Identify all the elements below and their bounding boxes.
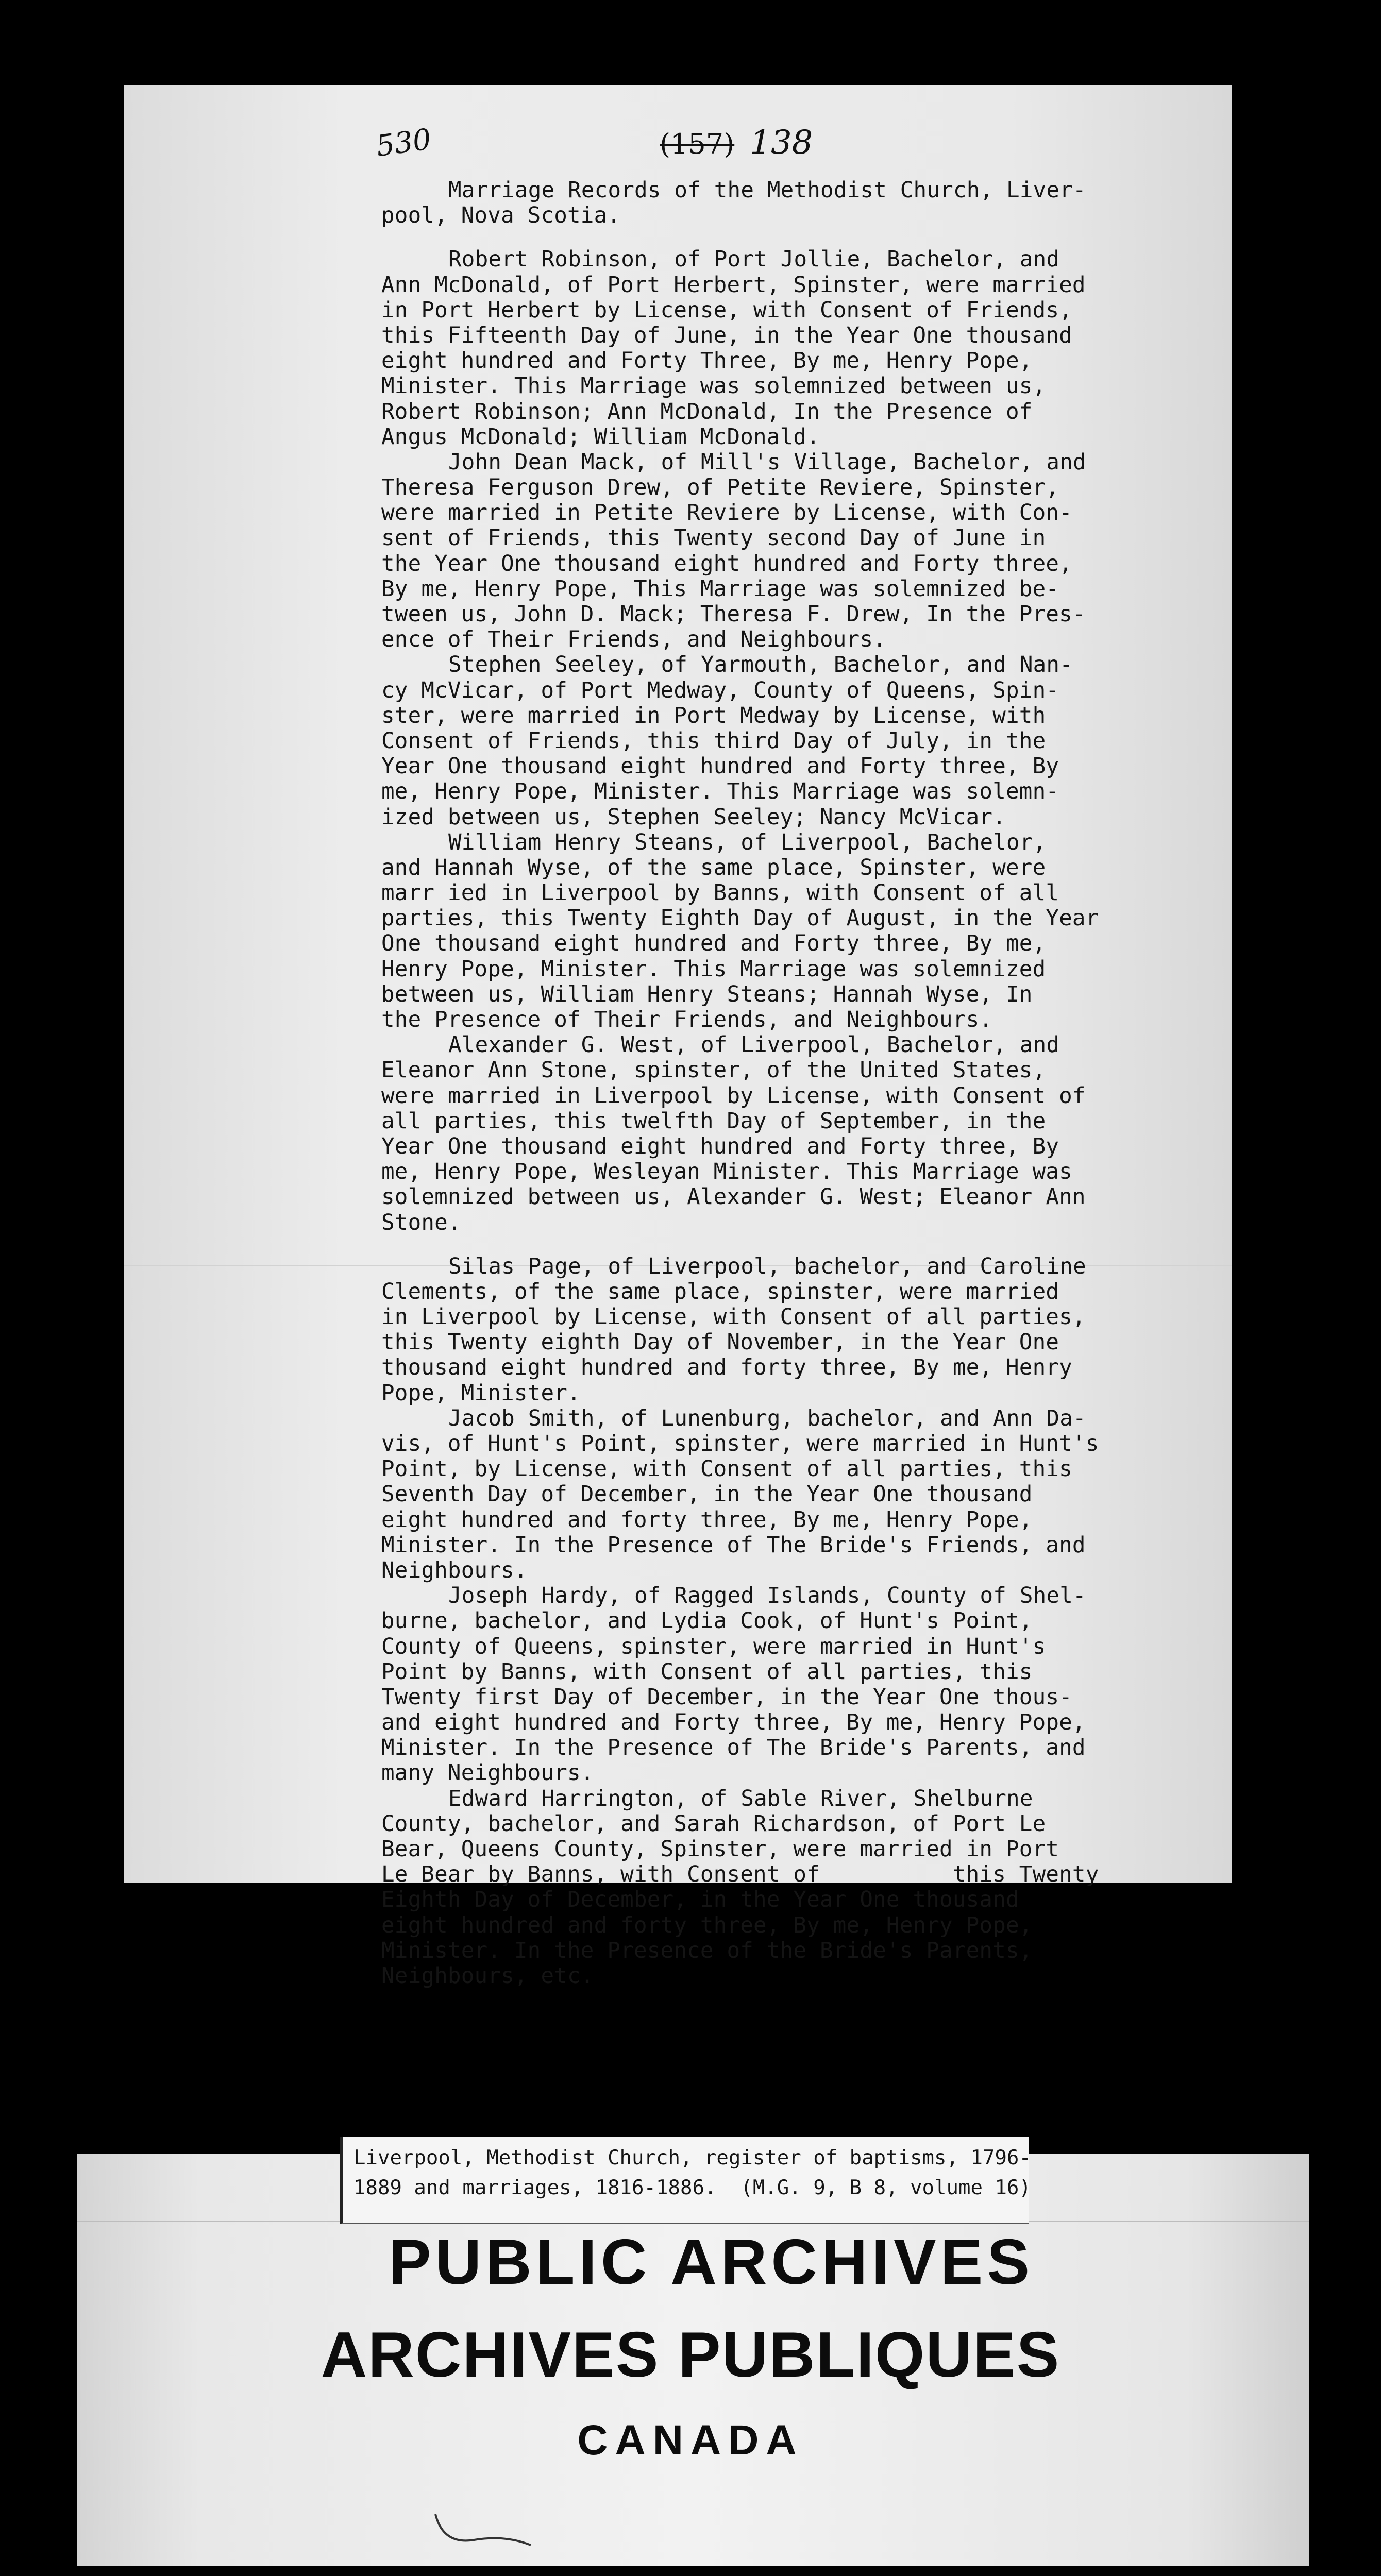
- record-line-text: and eight hundred and Forty three, By me, Henry Pope,: [381, 1710, 1086, 1736]
- record-line: [381, 880, 1288, 906]
- record-line: [381, 577, 1288, 602]
- archive-title-english: PUBLIC ARCHIVES: [388, 2227, 1034, 2298]
- record-line-text: Year One thousand eight hundred and Forty three, By: [381, 1133, 1059, 1159]
- record-line: [381, 754, 1288, 779]
- record-line-text: Twenty first Day of December, in the Year One thous-: [381, 1684, 1072, 1710]
- record-line: [381, 298, 1288, 323]
- record-line-text: By me, Henry Pope, This Marriage was solemnized be-: [381, 576, 1059, 602]
- record-line: [381, 475, 1288, 500]
- card-reference-label: [340, 2137, 1029, 2224]
- archive-title-french: ARCHIVES PUBLIQUES: [321, 2319, 1060, 2391]
- record-line-text: parties, this Twenty Eighth Day of August, in the Year: [381, 906, 1099, 931]
- record-line-text: Stone.: [381, 1210, 461, 1235]
- page-number: [660, 124, 813, 162]
- record-line: [381, 178, 1288, 203]
- record-line-text: Eighth Day of December, in the Year One thousand: [381, 1887, 1019, 1913]
- record-line-text: Edward Harrington, of Sable River, Shelburne: [448, 1786, 1033, 1811]
- record-line-text: pool, Nova Scotia.: [381, 203, 621, 229]
- card-reference-text: [353, 2143, 1031, 2203]
- record-line-text: Consent of Friends, this third Day of July, in the: [381, 728, 1046, 754]
- record-line: [381, 1406, 1288, 1431]
- record-line: [381, 1007, 1288, 1032]
- record-line-text: Stephen Seeley, of Yarmouth, Bachelor, and Nan-: [448, 652, 1073, 678]
- record-line: [381, 703, 1288, 728]
- record-line-text: eight hundred and forty three, By me, Henry Pope,: [381, 1912, 1033, 1938]
- record-line: [381, 1184, 1288, 1210]
- record-line: [381, 374, 1288, 399]
- record-line-text: Marriage Records of the Methodist Church, Liver-: [448, 178, 1086, 203]
- card-label-line-1: Liverpool, Methodist Church, register of baptisms, 1796-: [353, 2146, 1031, 2170]
- record-line-text: in Port Herbert by License, with Consent of Friends,: [381, 297, 1072, 323]
- record-line: [381, 678, 1288, 703]
- record-line: [381, 1507, 1288, 1533]
- record-line-text: One thousand eight hundred and Forty three, By me,: [381, 931, 1046, 957]
- record-line: [381, 1685, 1288, 1710]
- record-line: [381, 931, 1288, 956]
- record-line: [381, 551, 1288, 577]
- paragraph-gap: [381, 1235, 1288, 1254]
- record-line-text: Seventh Day of December, in the Year One thousand: [381, 1482, 1033, 1507]
- record-line-text: Jacob Smith, of Lunenburg, bachelor, and Ann Da-: [448, 1405, 1086, 1431]
- record-line-text: were married in Liverpool by License, with Consent of: [381, 1083, 1086, 1109]
- record-line: [381, 1109, 1288, 1134]
- record-line-text: tween us, John D. Mack; Theresa F. Drew, In the Pres-: [381, 602, 1086, 627]
- record-line-text: cy McVicar, of Port Medway, County of Queens, Spin-: [381, 677, 1059, 703]
- record-line: [381, 805, 1288, 830]
- record-line-text: ence of Their Friends, and Neighbours.: [381, 627, 886, 653]
- record-line: [381, 982, 1288, 1007]
- record-line-text: this Twenty eighth Day of November, in the Year One: [381, 1330, 1059, 1355]
- record-line-text: Neighbours.: [381, 1557, 528, 1583]
- record-line-text: all parties, this twelfth Day of September, in the: [381, 1108, 1046, 1134]
- record-line: [381, 247, 1288, 272]
- record-line: [381, 1583, 1288, 1608]
- record-line-text: Robert Robinson, of Port Jollie, Bachelor, and: [448, 247, 1060, 273]
- record-line: [381, 652, 1288, 677]
- record-line: [381, 1032, 1288, 1058]
- record-line: [381, 855, 1288, 880]
- archive-country: CANADA: [577, 2417, 804, 2464]
- record-line: [381, 1330, 1288, 1355]
- record-line-text: and Hannah Wyse, of the same place, Spinster, were: [381, 855, 1046, 880]
- record-line-text: Pope, Minister.: [381, 1380, 581, 1406]
- record-line: [381, 1381, 1288, 1406]
- record-line-text: Bear, Queens County, Spinster, were married in Port: [381, 1837, 1059, 1862]
- record-line-text: Neighbours, etc.: [381, 1963, 594, 1989]
- record-line-text: burne, bachelor, and Lydia Cook, of Hunt's Point,: [381, 1608, 1033, 1634]
- record-line: [381, 1210, 1288, 1235]
- record-line: [381, 1355, 1288, 1380]
- record-line: [381, 602, 1288, 627]
- record-line-text: Eleanor Ann Stone, spinster, of the United States,: [381, 1058, 1046, 1083]
- record-line: [381, 348, 1288, 374]
- record-line-text: marr ied in Liverpool by Banns, with Consent of all: [381, 880, 1059, 906]
- record-line-text: were married in Petite Reviere by License, with Con-: [381, 500, 1072, 526]
- record-line: [381, 1456, 1288, 1482]
- record-line: [381, 1938, 1288, 1963]
- paragraph-gap: [381, 228, 1288, 247]
- record-line-text: eight hundred and Forty Three, By me, Henry Pope,: [381, 348, 1033, 374]
- record-line-text: Point, by License, with Consent of all parties, this: [381, 1456, 1072, 1482]
- record-line-text: Minister. In the Presence of The Bride's Parents, and: [381, 1735, 1086, 1761]
- record-line: [381, 1634, 1288, 1659]
- struck-page-number: (157): [660, 128, 735, 160]
- record-line: [381, 1837, 1288, 1862]
- card-pencil-mark: [433, 2509, 536, 2550]
- record-line-text: between us, William Henry Steans; Hannah Wyse, In: [381, 981, 1033, 1007]
- record-line-text: many Neighbours.: [381, 1760, 594, 1786]
- record-line-text: thousand eight hundred and forty three, By me, Henry: [381, 1355, 1072, 1381]
- record-line: [381, 1058, 1288, 1083]
- record-line: [381, 1760, 1288, 1786]
- record-line: [381, 1887, 1288, 1912]
- record-line: [381, 830, 1288, 855]
- record-line: [381, 526, 1288, 551]
- record-line: [381, 1304, 1288, 1330]
- record-line-text: Minister. This Marriage was solemnized between us,: [381, 374, 1046, 399]
- record-line: [381, 1533, 1288, 1558]
- record-line: [381, 399, 1288, 425]
- record-line-text: Minister. In the Presence of the Bride's Parents,: [381, 1938, 1033, 1963]
- record-line: [381, 1083, 1288, 1109]
- record-line: [381, 1862, 1288, 1887]
- card-label-line-2: 1889 and marriages, 1816-1886. (M.G. 9, B 8, volume 16): [353, 2176, 1031, 2199]
- record-line: [381, 1159, 1288, 1184]
- record-line-text: Alexander G. West, of Liverpool, Bachelor, and: [448, 1032, 1060, 1058]
- record-line-text: Minister. In the Presence of The Bride's Friends, and: [381, 1532, 1086, 1558]
- record-line: [381, 1134, 1288, 1159]
- record-line: [381, 1913, 1288, 1938]
- record-line-text: Henry Pope, Minister. This Marriage was solemnized: [381, 956, 1046, 982]
- document-page: [124, 85, 1232, 1989]
- record-line-text: eight hundred and forty three, By me, Henry Pope,: [381, 1507, 1033, 1533]
- record-line: [381, 1735, 1288, 1760]
- record-line-text: William Henry Steans, of Liverpool, Bachelor,: [448, 829, 1047, 855]
- record-line-text: me, Henry Pope, Wesleyan Minister. This Marriage was: [381, 1159, 1072, 1185]
- record-line-text: Theresa Ferguson Drew, of Petite Reviere, Spinster,: [381, 475, 1059, 501]
- record-line: [381, 1659, 1288, 1685]
- record-line-text: sent of Friends, this Twenty second Day of June in: [381, 526, 1046, 551]
- record-line: [381, 1279, 1288, 1304]
- record-line: [381, 1786, 1288, 1811]
- record-line-text: Joseph Hardy, of Ragged Islands, County of Shel-: [448, 1583, 1086, 1609]
- record-line-text: me, Henry Pope, Minister. This Marriage was solemn-: [381, 779, 1059, 805]
- record-line: [381, 1254, 1288, 1279]
- record-line-text: the Year One thousand eight hundred and Forty three,: [381, 551, 1072, 577]
- record-line: [381, 1558, 1288, 1583]
- record-line: [381, 273, 1288, 298]
- record-line-text: this Fifteenth Day of June, in the Year One thousand: [381, 323, 1072, 348]
- record-line: [381, 1811, 1288, 1837]
- record-line-text: County, bachelor, and Sarah Richardson, of Port Le: [381, 1811, 1046, 1837]
- record-line: [381, 500, 1288, 526]
- record-line-text: John Dean Mack, of Mill's Village, Bachelor, and: [448, 449, 1086, 475]
- record-text-body: [381, 178, 1288, 1989]
- record-line: [381, 323, 1288, 348]
- record-line-text: Robert Robinson; Ann McDonald, In the Presence of: [381, 399, 1033, 425]
- record-line-text: Point by Banns, with Consent of all parties, this: [381, 1659, 1033, 1685]
- handwritten-page-number: 138: [750, 124, 813, 162]
- record-line: [381, 906, 1288, 931]
- record-line-text: Angus McDonald; William McDonald.: [381, 424, 820, 450]
- margin-folio-number: 530: [374, 122, 433, 164]
- record-line: [381, 425, 1288, 450]
- record-line-text: Clements, of the same place, spinster, were married: [381, 1279, 1059, 1304]
- record-line: [381, 779, 1288, 804]
- record-line-text: ized between us, Stephen Seeley; Nancy McVicar.: [381, 804, 1006, 830]
- record-line-text: Ann McDonald, of Port Herbert, Spinster, were married: [381, 272, 1086, 298]
- record-line-text: ster, were married in Port Medway by License, with: [381, 703, 1046, 728]
- record-line-text: Silas Page, of Liverpool, bachelor, and Caroline: [448, 1253, 1086, 1279]
- record-line: [381, 203, 1288, 228]
- record-line-text: vis, of Hunt's Point, spinster, were married in Hunt's: [381, 1431, 1099, 1456]
- record-line: [381, 1710, 1288, 1735]
- record-line-text: in Liverpool by License, with Consent of all parties,: [381, 1304, 1086, 1330]
- record-line: [381, 1963, 1288, 1989]
- record-line: [381, 957, 1288, 982]
- record-line-text: solemnized between us, Alexander G. West; Eleanor Ann: [381, 1184, 1086, 1210]
- record-line-text: County of Queens, spinster, were married in Hunt's: [381, 1634, 1046, 1659]
- record-line: [381, 627, 1288, 652]
- record-line: [381, 1608, 1288, 1634]
- record-line: [381, 728, 1288, 754]
- record-line: [381, 1482, 1288, 1507]
- record-line: [381, 450, 1288, 475]
- record-line-text: the Presence of Their Friends, and Neighbours.: [381, 1007, 993, 1032]
- record-line: [381, 1431, 1288, 1456]
- record-line-text: Le Bear by Banns, with Consent of this Twenty: [381, 1862, 1099, 1888]
- record-line-text: Year One thousand eight hundred and Forty three, By: [381, 754, 1059, 779]
